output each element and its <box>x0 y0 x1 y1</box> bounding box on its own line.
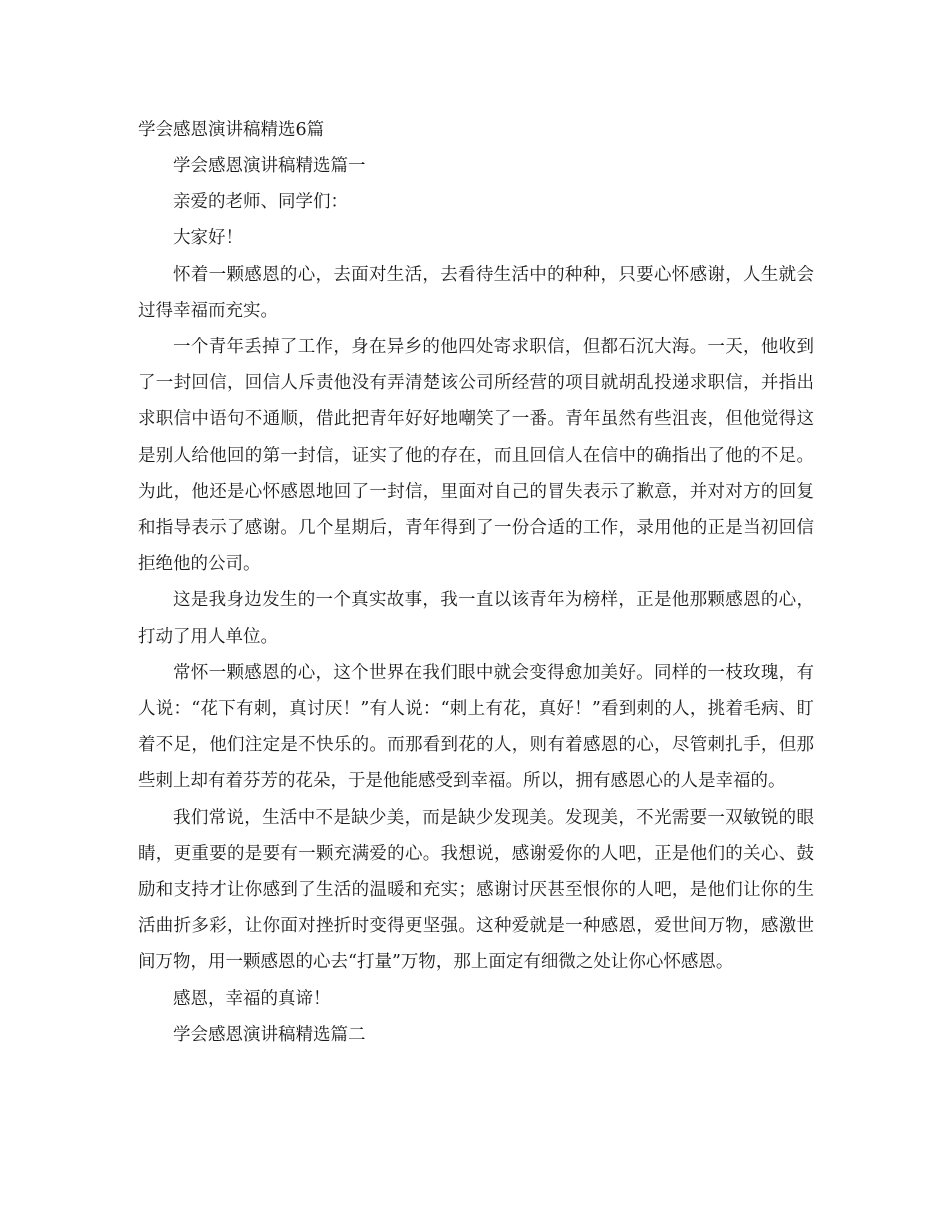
document-page <box>138 112 814 1053</box>
paragraph-beauty: 我们常说，生活中不是缺少美，而是缺少发现美。发现美，不光需要一双敏锐的眼睛，更重要的是要有一颗充满爱的心。我想说，感谢爱你的人吧，正是他们的关心、鼓励和支持才让你感到了生活的温暖和充实；感谢讨厌甚至恨你的人吧，是他们让你的生活曲折多彩，让你面对挫折时变得更坚强。这种爱就是一种感恩，爱世间万物，感激世间万物，用一颗感恩的心去“打量”万物，那上面定有细微之处让你心怀感恩。 <box>138 807 814 973</box>
section-heading-2: 学会感恩演讲稿精选篇二 <box>173 1024 366 1045</box>
document-title: 学会感恩演讲稿精选6篇 <box>138 120 325 140</box>
paragraph-conclusion: 感恩，幸福的真谛！ <box>173 988 331 1009</box>
greeting: 大家好！ <box>173 228 243 249</box>
salutation: 亲爱的老师、同学们： <box>173 192 348 213</box>
paragraph-reflection: 这是我身边发生的一个真实故事，我一直以该青年为榜样，正是他那颗感恩的心，打动了用人单位。 <box>138 590 814 647</box>
paragraph-story: 一个青年丢掉了工作，身在异乡的他四处寄求职信，但都石沉大海。一天，他收到了一封回信，回信人斥责他没有弄清楚该公司所经营的项目就胡乱投递求职信，并指出求职信中语句不通顺，借此把青年好好地嘲笑了一番。青年虽然有些沮丧，但他觉得这是别人给他回的第一封信，证实了他的存在，而且回信人在信中的确指出了他的不足。为此，他还是心怀感恩地回了一封信，里面对自己的冒失表示了歉意，并对对方的回复和指导表示了感谢。几个星期后，青年得到了一份合适的工作，录用他的正是当初回信拒绝他的公司。 <box>138 337 814 575</box>
paragraph-rose: 常怀一颗感恩的心，这个世界在我们眼中就会变得愈加美好。同样的一枝玫瑰，有人说：“花下有刺，真讨厌！”有人说：“刺上有花，真好！”看到刺的人，挑着毛病、盯着不足，他们注定是不快乐的。而那看到花的人，则有着感恩的心，尽管刺扎手，但那些刺上却有着芬芳的花朵，于是他能感受到幸福。所以，拥有感恩心的人是幸福的。 <box>138 662 814 792</box>
section-heading-1: 学会感恩演讲稿精选篇一 <box>173 156 366 176</box>
paragraph-intro: 怀着一颗感恩的心，去面对生活，去看待生活中的种种，只要心怀感谢，人生就会过得幸福而充实。 <box>138 264 814 321</box>
